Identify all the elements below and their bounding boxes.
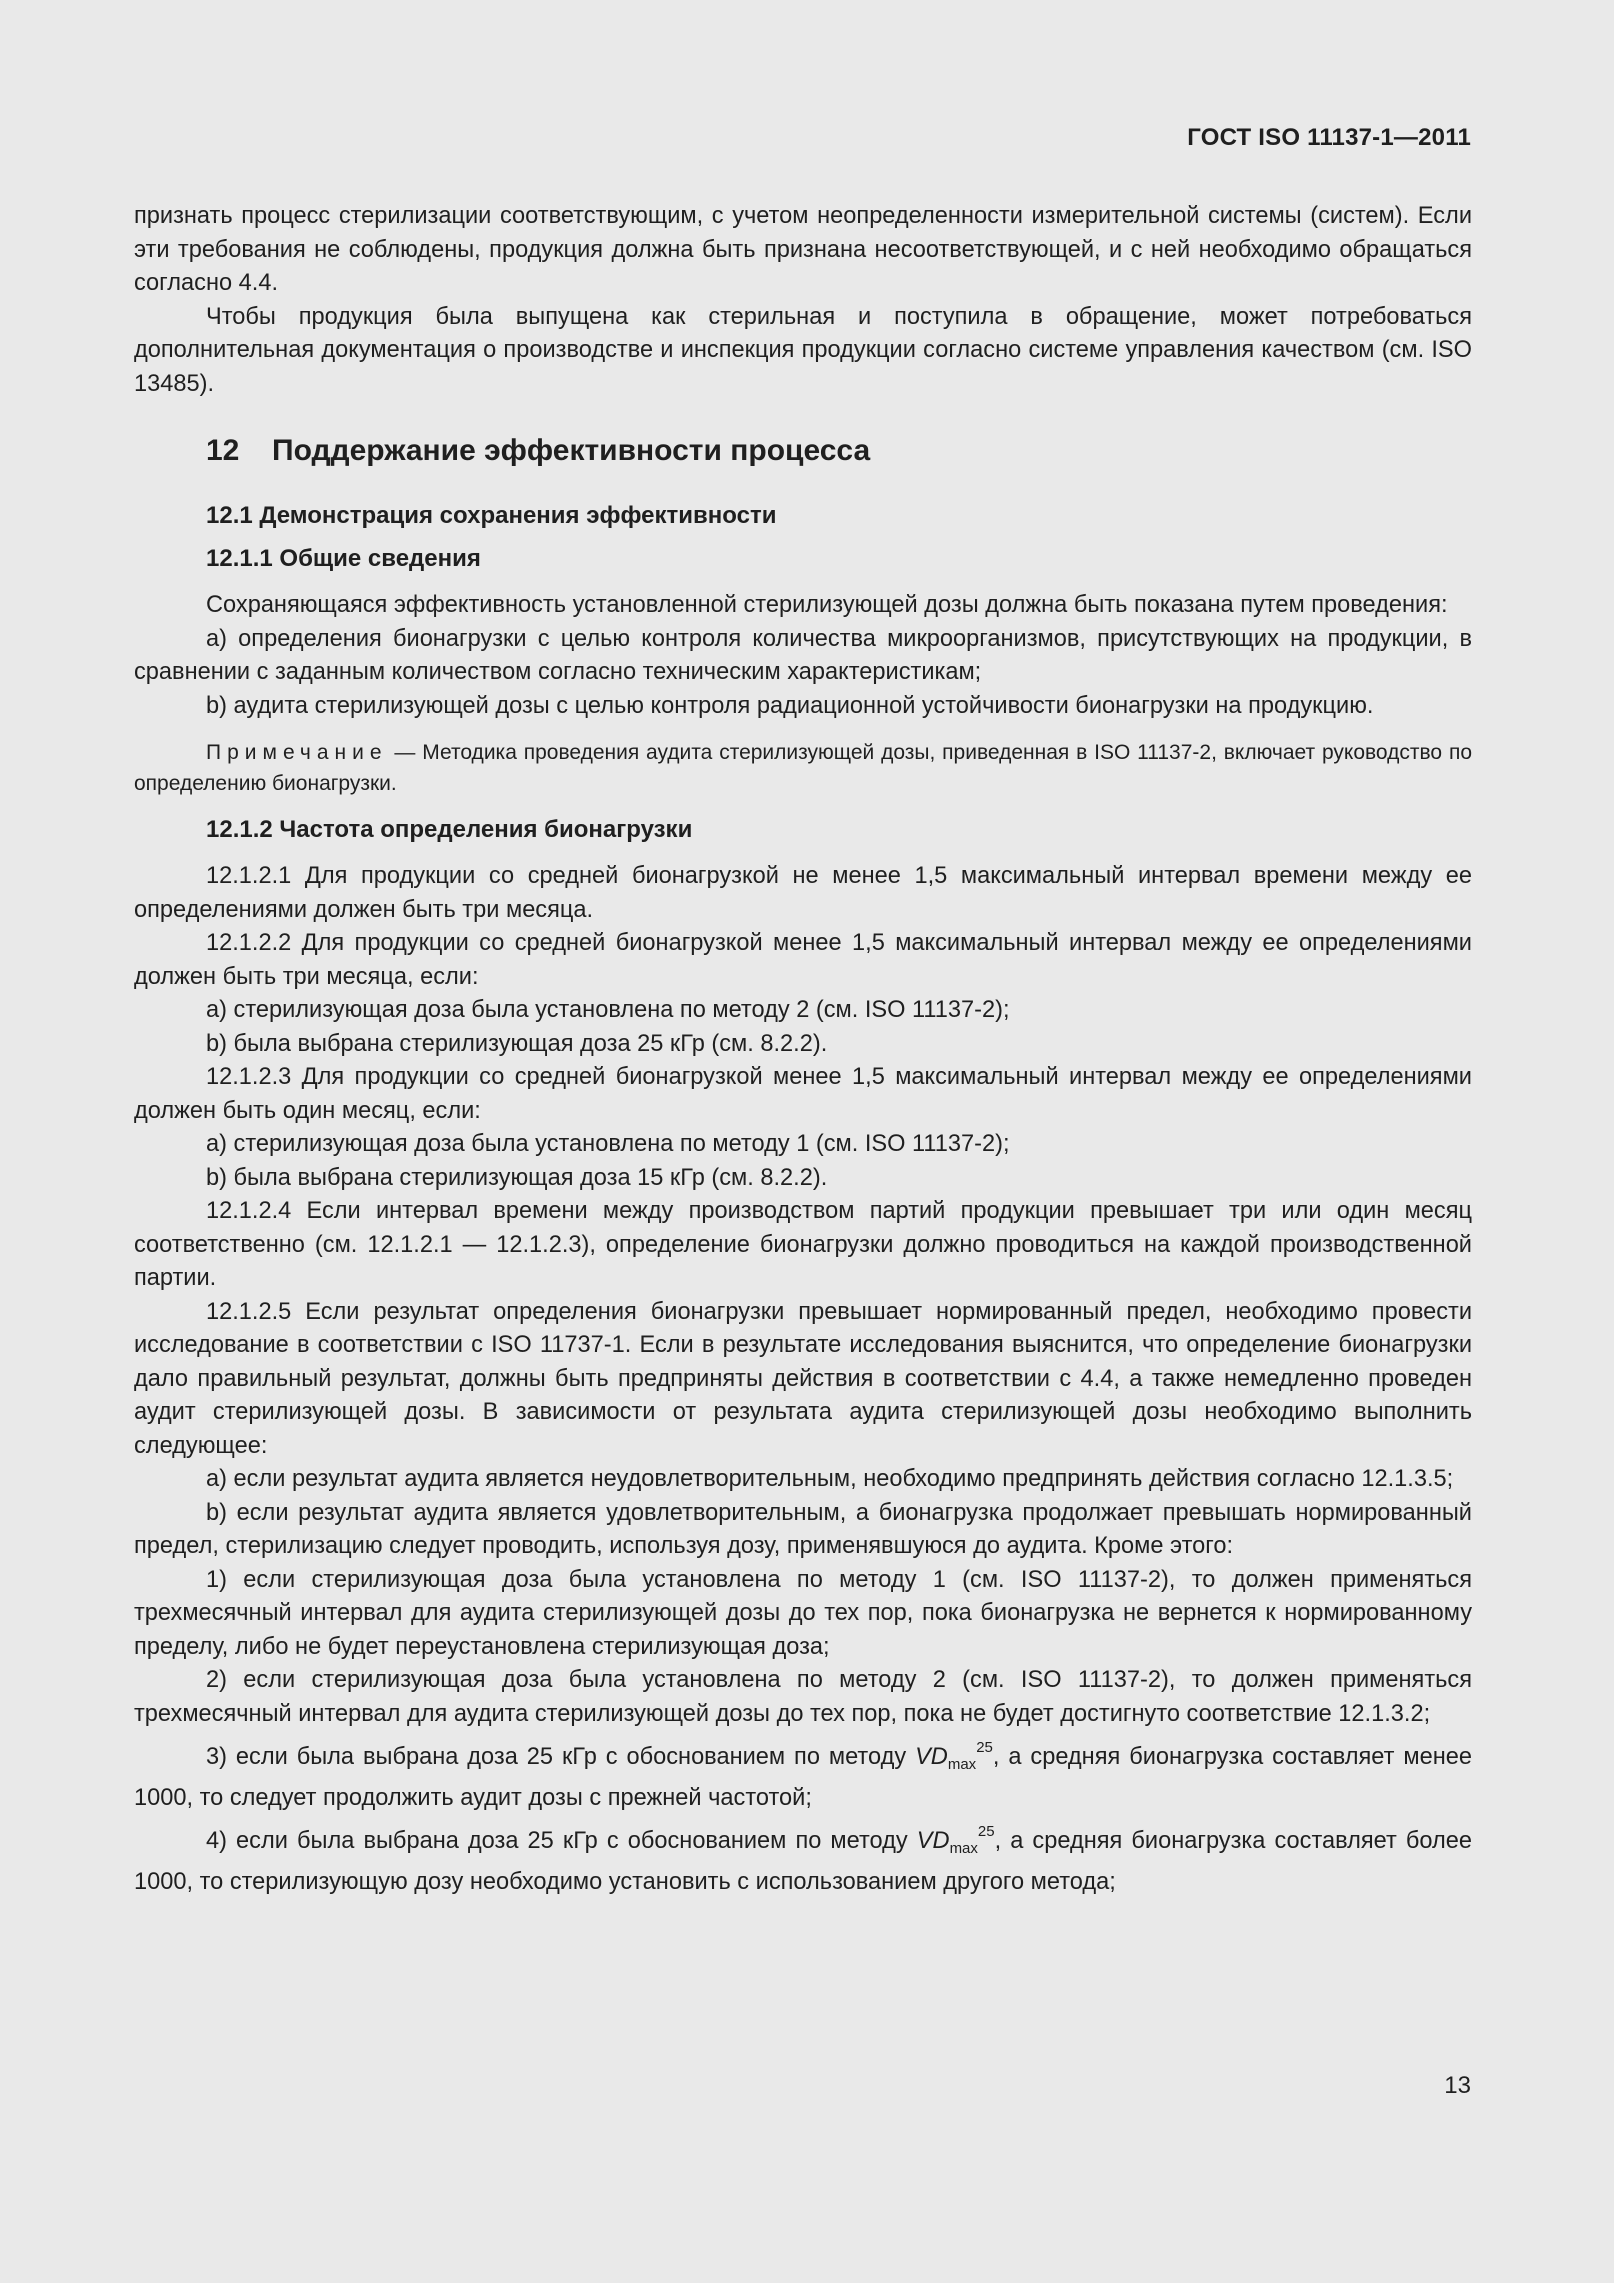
item-text: 4) если была выбрана доза 25 кГр с обоснованием по методу: [206, 1828, 917, 1854]
intro-paragraph-2: Чтобы продукция была выпущена как стерильная и поступила в обращение, может потребоваться дополнительная документация о производстве и инспекция продукции согласно системе управления качеством (см. ISO 13485).: [134, 303, 1472, 397]
page-content: [134, 200, 1472, 1899]
paragraph: 12.1.2.1 Для продукции со средней бионагрузкой не менее 1,5 максимальный интервал времени между ее определениями должен быть три месяца.: [134, 863, 1472, 923]
item-text: , а средняя бионагрузка составляет более 1000, то стерилизующую дозу необходимо установить с использованием другого метода;: [134, 1828, 1472, 1895]
list-item: a) определения бионагрузки с целью контроля количества микроорганизмов, присутствующих на продукции, в сравнении с заданным количеством согласно техническим характеристикам;: [134, 625, 1472, 685]
vd-symbol: VD: [916, 1828, 950, 1854]
numbered-item: [134, 1731, 1472, 1815]
numbered-item: [134, 1815, 1472, 1899]
subsection-12-1-heading: 12.1 Демонстрация сохранения эффективности: [206, 502, 777, 529]
section-number: 12: [206, 434, 240, 467]
note: [134, 737, 1472, 799]
paragraph: 12.1.2.5 Если результат определения бионагрузки превышает нормированный предел, необходимо провести исследование в соответствии с ISO 11737-1. Если в результате исследования выяснится, что определение бионагрузки дало правильный результат, должны быть предприняты действия в соответствии с 4.4, а также немедленно проведен аудит стерилизующей дозы. В зависимости от результата аудита стерилизующей дозы необходимо выполнить следующее:: [134, 1298, 1472, 1459]
list-item: a) если результат аудита является неудовлетворительным, необходимо предпринять действия согласно 12.1.3.5;: [206, 1466, 1454, 1492]
note-text: — Методика проведения аудита стерилизующей дозы, приведенная в ISO 11137-2, включает руководство по определению бионагрузки.: [134, 741, 1472, 795]
vd-subscript: max: [949, 1840, 978, 1857]
document-header: ГОСТ ISO 11137-1—2011: [1187, 124, 1471, 151]
vd-subscript: max: [947, 1756, 977, 1773]
page-number: 13: [1444, 2072, 1471, 2099]
paragraph: Сохраняющаяся эффективность установленной стерилизующей дозы должна быть показана путем проведения:: [206, 592, 1448, 618]
list-item: b) была выбрана стерилизующая доза 15 кГр (см. 8.2.2).: [206, 1164, 828, 1191]
list-item: b) если результат аудита является удовлетворительным, а бионагрузка продолжает превышать нормированный предел, стерилизацию следует проводить, используя дозу, применявшуюся до аудита. Кроме этого:: [134, 1499, 1472, 1559]
list-item: a) стерилизующая доза была установлена по методу 2 (см. ISO 11137-2);: [206, 997, 1010, 1023]
vd-symbol: VD: [915, 1744, 948, 1770]
section-title: Поддержание эффективности процесса: [272, 434, 871, 467]
intro-paragraph-1: признать процесс стерилизации соответствующим, с учетом неопределенности измерительной системы (систем). Если эти требования не соблюдены, продукция должна быть признана несоответствующей, и с ней необходимо обращаться согласно 4.4.: [134, 203, 1472, 296]
paragraph: 12.1.2.4 Если интервал времени между производством партий продукции превышает три или один месяц соответственно (см. 12.1.2.1 — 12.1.2.3), определение бионагрузки должно проводиться на каждой производственной партии.: [134, 1198, 1472, 1291]
list-item: b) была выбрана стерилизующая доза 25 кГр (см. 8.2.2).: [206, 1030, 828, 1057]
subsection-12-1-1-heading: 12.1.1 Общие сведения: [206, 545, 481, 572]
vd-superscript: 25: [976, 1739, 993, 1756]
subsection-12-1-2-heading: 12.1.2 Частота определения бионагрузки: [206, 816, 693, 843]
vd-superscript: 25: [977, 1823, 995, 1840]
numbered-item: 1) если стерилизующая доза была установлена по методу 1 (см. ISO 11137-2), то должен применяться трехмесячный интервал для аудита стерилизующей дозы до тех пор, пока бионагрузка не вернется к нормированному пределу, либо не будет переустановлена стерилизующая доза;: [134, 1566, 1472, 1660]
section-12-heading: [206, 431, 1472, 471]
list-item: a) стерилизующая доза была установлена по методу 1 (см. ISO 11137-2);: [206, 1131, 1010, 1157]
list-item: b) аудита стерилизующей дозы с целью контроля радиационной устойчивости бионагрузки на продукцию.: [206, 692, 1374, 719]
item-text: , а средняя бионагрузка составляет менее 1000, то следует продолжить аудит дозы с прежней частотой;: [134, 1744, 1472, 1811]
paragraph: 12.1.2.3 Для продукции со средней бионагрузкой менее 1,5 максимальный интервал между ее определениями должен быть один месяц, если:: [134, 1064, 1472, 1124]
paragraph: 12.1.2.2 Для продукции со средней бионагрузкой менее 1,5 максимальный интервал между ее определениями должен быть три месяца, если:: [134, 930, 1472, 990]
numbered-item: 2) если стерилизующая доза была установлена по методу 2 (см. ISO 11137-2), то должен применяться трехмесячный интервал для аудита стерилизующей дозы до тех пор, пока не будет достигнуто соответствие 12.1.3.2;: [134, 1667, 1472, 1727]
note-label: Примечание: [206, 741, 388, 764]
item-text: 3) если была выбрана доза 25 кГр с обоснованием по методу: [206, 1744, 916, 1770]
